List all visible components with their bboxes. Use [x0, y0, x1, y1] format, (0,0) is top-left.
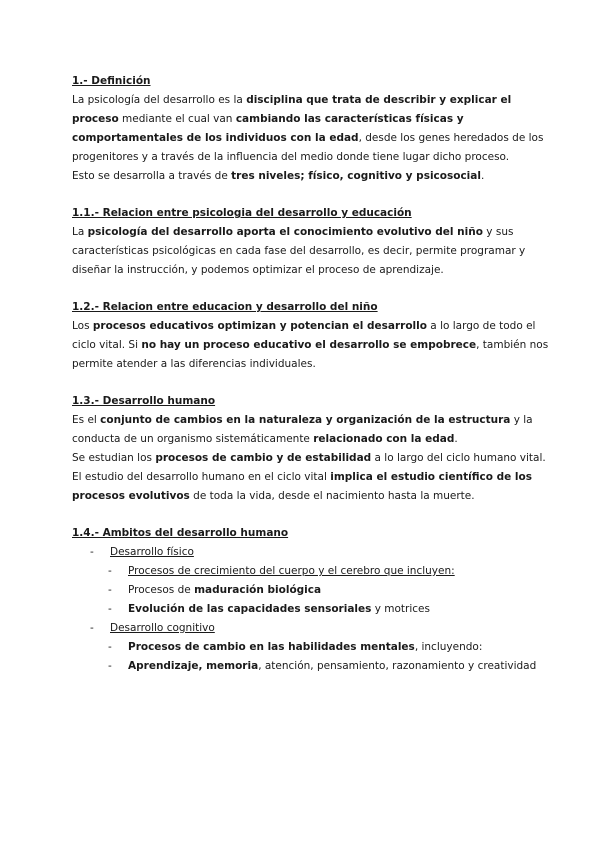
- bold-text: disciplina que trata de describir y explicar el proceso: [72, 94, 512, 125]
- list-item-desarrollo-cognitivo: [90, 619, 560, 638]
- heading-definicion: 1.- Definición: [72, 75, 151, 87]
- label-desarrollo-cognitivo: Desarrollo cognitivo: [110, 622, 215, 634]
- bold-text: Aprendizaje, memoria: [128, 660, 259, 672]
- list-item-aprendizaje: - Aprendizaje, memoria, atención, pensamiento, razonamiento y creatividad: [108, 657, 560, 676]
- heading-desarrollo-humano: 1.3.- Desarrollo humano: [72, 395, 216, 407]
- bold-text: procesos educativos optimizan y potencian el desarrollo: [92, 320, 427, 332]
- list-item-desarrollo-fisico: [90, 543, 560, 562]
- bold-text: psicología del desarrollo aporta el conocimiento evolutivo del niño: [87, 226, 483, 238]
- bold-text: conjunto de cambios en la naturaleza y organización de la estructura: [100, 414, 511, 426]
- bold-text: Evolución de las capacidades sensoriales: [128, 603, 372, 615]
- paragraph-psicologia-educacion: La psicología del desarrollo aporta el conocimiento evolutivo del niño y sus características psicológicas en cada fase del desarrollo, es decir, permite programar y diseñar la instrucción, y podemos optimizar el proceso de aprendizaje.: [72, 226, 526, 276]
- bold-text: implica el estudio científico de los procesos evolutivos: [72, 471, 532, 502]
- bold-text: tres niveles; físico, cognitivo y psicosocial: [231, 170, 481, 182]
- heading-educacion-nino: 1.2.- Relacion entre educacion y desarrollo del niño: [72, 301, 378, 313]
- bold-text: Procesos de cambio en las habilidades mentales: [128, 641, 415, 653]
- paragraph-estudio-cientifico: El estudio del desarrollo humano en el ciclo vital implica el estudio científico de los procesos evolutivos de toda la vida, desde el nacimiento hasta la muerte.: [72, 471, 532, 502]
- bold-text: cambiando las características físicas y comportamentales de los individuos con la edad: [72, 113, 464, 144]
- ambitos-list: [72, 543, 560, 676]
- bold-text: relacionado con la edad: [313, 433, 455, 445]
- section-educacion-nino: [72, 298, 560, 374]
- bold-text: procesos de cambio y de estabilidad: [155, 452, 372, 464]
- list-item-cognitivo-procesos: - Procesos de cambio en las habilidades mentales, incluyendo:: [108, 638, 560, 657]
- paragraph-educacion-nino: Los procesos educativos optimizan y potencian el desarrollo a lo largo de todo el ciclo vital. Si no hay un proceso educativo el desarrollo se empobrece, también nos permite atender a las diferencias individuales.: [72, 320, 549, 370]
- paragraph-conjunto-cambios: Es el conjunto de cambios en la naturaleza y organización de la estructura y la conducta de un organismo sistemáticamente relacionado con la edad.: [72, 414, 533, 445]
- heading-psicologia-educacion: 1.1.- Relacion entre psicologia del desarrollo y educación: [72, 207, 412, 219]
- section-definicion: [72, 72, 560, 186]
- fisico-detail-list: [72, 581, 560, 619]
- list-item-capacidades: - Evolución de las capacidades sensoriales y motrices: [108, 600, 560, 619]
- paragraph-niveles: Esto se desarrolla a través de tres niveles; físico, cognitivo y psicosocial.: [72, 170, 485, 182]
- paragraph-procesos-estudio: Se estudian los procesos de cambio y de estabilidad a lo largo del ciclo humano vital.: [72, 452, 546, 464]
- paragraph-definicion: La psicología del desarrollo es la disciplina que trata de describir y explicar el proceso mediante el cual van cambiando las características físicas y comportamentales de los individuos con la edad, desde los genes heredados de los progenitores y a través de la influencia del medio donde tiene lugar dicho proceso.: [72, 94, 544, 163]
- fisico-sublist: [72, 562, 560, 619]
- list-item-maduracion: - Procesos de maduración biológica: [108, 581, 560, 600]
- bold-text: maduración biológica: [194, 584, 322, 596]
- label-desarrollo-fisico: Desarrollo físico: [110, 546, 194, 558]
- section-ambitos: [72, 524, 560, 676]
- bold-text: no hay un proceso educativo el desarrollo se empobrece: [141, 339, 477, 351]
- section-desarrollo-humano: [72, 392, 560, 506]
- section-psicologia-educacion: [72, 204, 560, 280]
- cognitivo-sublist: [72, 638, 560, 676]
- cognitivo-detail-list: [72, 657, 560, 676]
- list-item-fisico-procesos: [108, 562, 560, 581]
- heading-ambitos: 1.4.- Ambitos del desarrollo humano: [72, 527, 289, 539]
- label-fisico-procesos: Procesos de crecimiento del cuerpo y el cerebro que incluyen:: [128, 565, 455, 577]
